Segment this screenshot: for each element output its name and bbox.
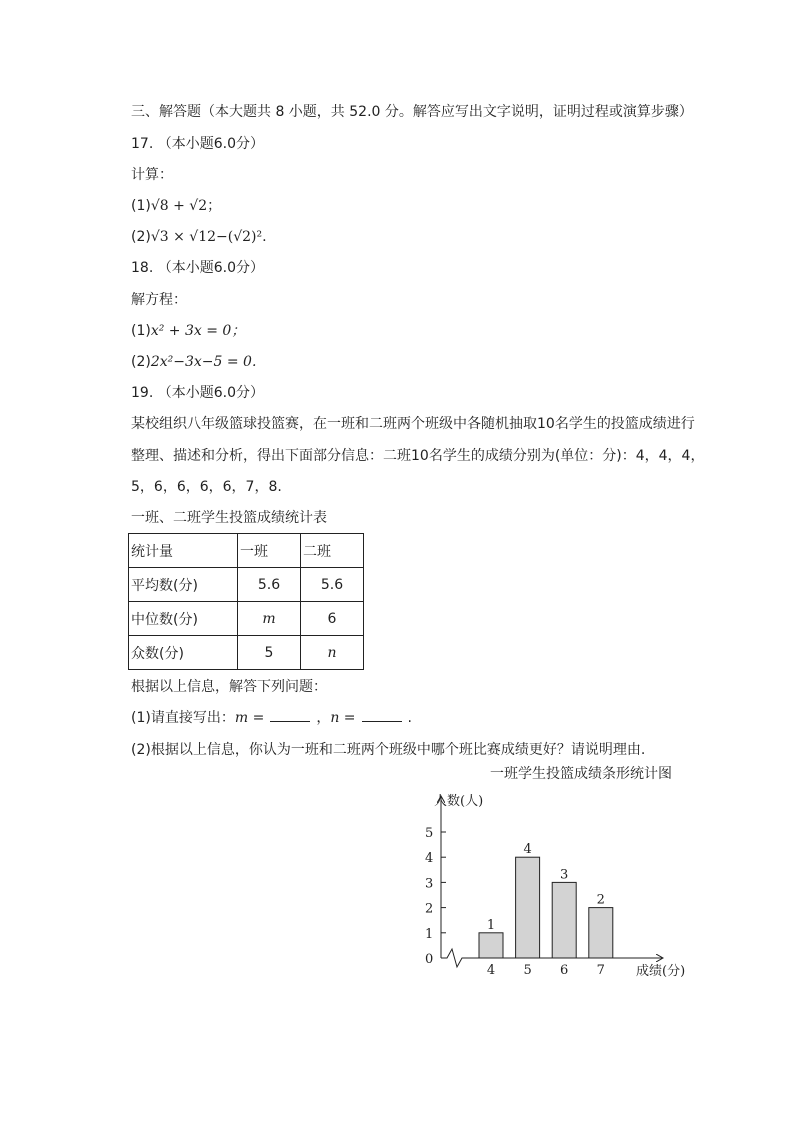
sub1-m: m = (234, 710, 265, 726)
table-row (129, 602, 364, 636)
sub1-prefix: (1)请直接写出： (131, 710, 235, 726)
q17-item1 (131, 196, 221, 216)
bar-data-label: 3 (560, 867, 569, 883)
q18-item1-label: (1) (131, 323, 151, 339)
q19-para-line2: 整理、描述和分析，得出下面部分信息：二班10名学生的成绩分别为(单位：分)：4，4，4， (131, 448, 705, 464)
y-axis-label: 人数(人) (434, 794, 484, 809)
answer-blank-m[interactable] (270, 709, 310, 722)
stats-table (128, 533, 364, 670)
table-cell: 中位数(分) (129, 602, 238, 636)
q19-info-prompt: 根据以上信息，解答下列问题： (131, 679, 327, 695)
sub1-n: n = (330, 710, 356, 726)
q19-para-line1: 某校组织八年级篮球投篮赛，在一班和二班两个班级中各随机抽取10名学生的投篮成绩进行 (131, 416, 695, 432)
table-cell: n (301, 636, 364, 670)
bar-data-label: 1 (486, 917, 496, 933)
q19-para-line3: 5，6，6，6，6，7，8. (131, 479, 282, 495)
y-tick-label: 5 (425, 826, 434, 841)
table-cell: 平均数(分) (129, 568, 238, 602)
q19-title: 19. （本小题6.0分） (131, 385, 264, 401)
q18-item1-math: x² + 3x = 0； (150, 323, 246, 339)
q19-sub2: (2)根据以上信息，你认为一班和二班两个班级中哪个班比赛成绩更好？请说明理由. (131, 742, 646, 758)
table-cell: 众数(分) (129, 636, 238, 670)
sub1-end: . (407, 710, 412, 726)
q18-item2-math: 2x²−3x−5 = 0. (150, 354, 257, 370)
table-header-cell: 一班 (238, 534, 301, 568)
table-row (129, 636, 364, 670)
q18-prompt: 解方程： (131, 292, 187, 308)
table-cell: 5 (238, 636, 301, 670)
table-row (129, 568, 364, 602)
q17-item2-math: √3 × √12−(√2)². (150, 229, 267, 245)
bar (589, 908, 613, 958)
table-header-cell: 二班 (301, 534, 364, 568)
x-tick-label: 4 (486, 963, 496, 978)
q19-table-title: 一班、二班学生投篮成绩统计表 (131, 510, 327, 526)
table-header-row (129, 534, 364, 568)
bar (479, 933, 503, 958)
bar (516, 857, 540, 958)
bar-data-label: 4 (523, 842, 532, 858)
y-tick-label: 1 (425, 926, 434, 942)
y-ticks (425, 826, 446, 967)
q18-item2-label: (2) (131, 354, 151, 370)
q17-item2 (131, 227, 267, 247)
sub1-sep: ， (316, 710, 331, 726)
q17-prompt: 计算： (131, 167, 173, 183)
x-tick-label: 5 (523, 963, 532, 978)
y-tick-label: 0 (425, 952, 434, 967)
bar-chart (400, 785, 700, 985)
q17-title: 17. （本小题6.0分） (131, 136, 264, 152)
table-cell: 5.6 (301, 568, 364, 602)
q18-item2 (131, 352, 256, 372)
y-tick-label: 4 (425, 851, 434, 867)
table-cell: 6 (301, 602, 364, 636)
bar-data-label: 2 (596, 892, 605, 908)
bar (552, 882, 576, 958)
table-cell: m (238, 602, 301, 636)
table-cell: 5.6 (238, 568, 301, 602)
q18-item1 (131, 321, 245, 341)
x-axis-label: 成绩(分) (636, 964, 686, 979)
q17-item2-label: (2) (131, 229, 151, 245)
q19-sub1 (131, 708, 412, 728)
q18-title: 18. （本小题6.0分） (131, 260, 264, 276)
x-tick-label: 6 (560, 963, 569, 978)
chart-title: 一班学生投篮成绩条形统计图 (490, 766, 672, 782)
table-header-cell: 统计量 (129, 534, 238, 568)
q17-item1-math: √8 + √2； (150, 198, 222, 214)
y-tick-label: 2 (425, 901, 434, 917)
answer-blank-n[interactable] (362, 709, 402, 722)
section-header: 三、解答题（本大题共 8 小题，共 52.0 分。解答应写出文字说明，证明过程或演算步骤） (131, 104, 693, 120)
x-tick-label: 7 (596, 963, 605, 978)
q17-item1-label: (1) (131, 198, 151, 214)
x-axis (441, 949, 662, 967)
y-tick-label: 3 (425, 876, 434, 892)
